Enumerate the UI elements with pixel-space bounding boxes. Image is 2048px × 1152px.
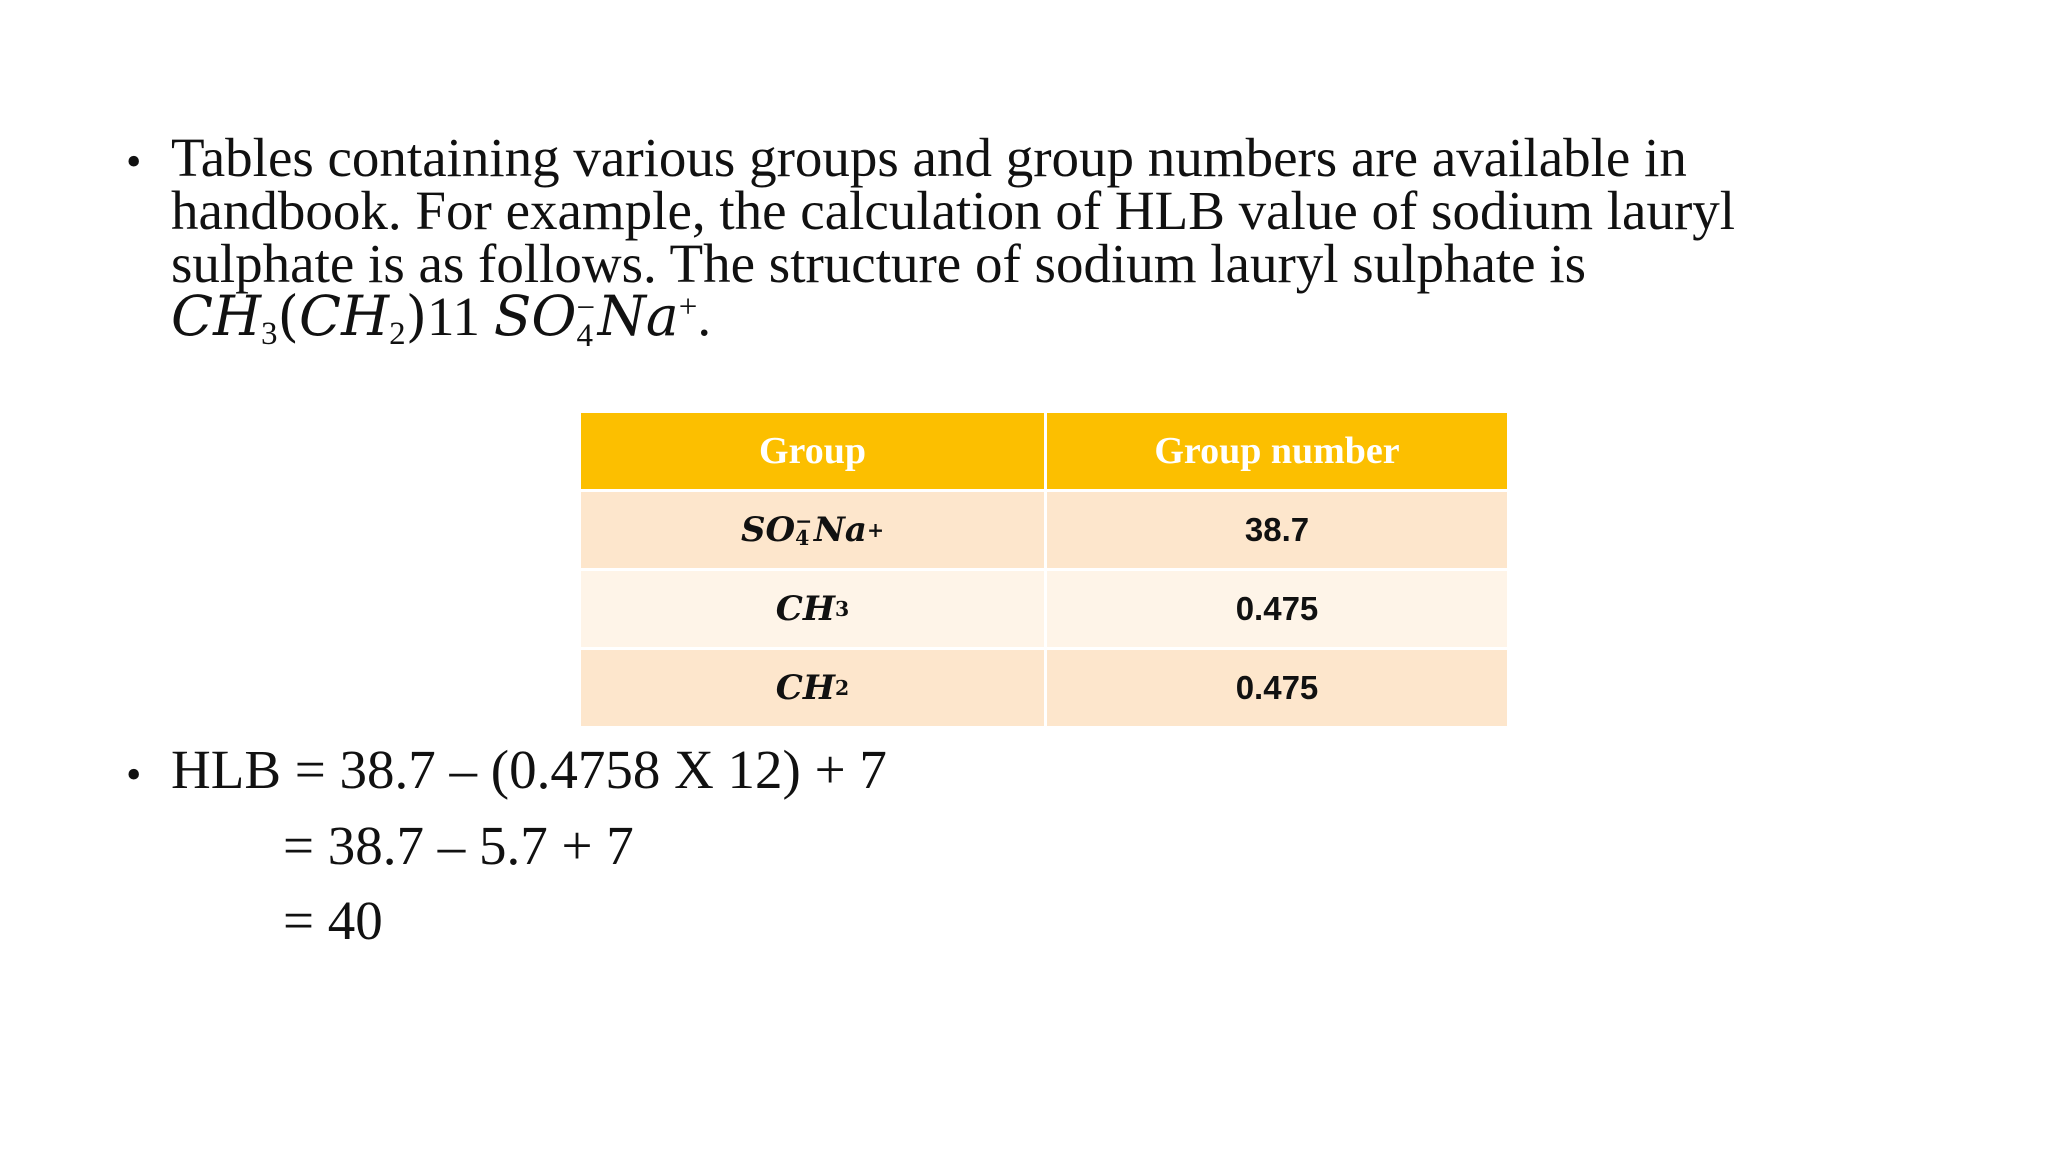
table-row bbox=[581, 650, 1509, 726]
formula-sub-2: 2 bbox=[389, 316, 406, 353]
formula-charge-plus: + bbox=[678, 288, 698, 325]
header-group: Group bbox=[581, 413, 1044, 489]
group-na: Na bbox=[813, 510, 867, 550]
group-ch3-base: CH bbox=[775, 589, 835, 629]
formula-ch: CH bbox=[171, 284, 262, 348]
formula-sub-3: 3 bbox=[261, 316, 278, 353]
hlb-line-1: HLB = 38.7 – (0.4758 X 12) + 7 bbox=[171, 739, 887, 800]
group-so: SO bbox=[740, 510, 796, 550]
value-cell-ch2: 0.475 bbox=[1044, 650, 1507, 726]
formula-ch2: CH bbox=[299, 284, 390, 348]
formula-na: Na bbox=[597, 284, 679, 348]
table-header-row bbox=[581, 413, 1509, 492]
formula-close-paren: ) bbox=[405, 284, 428, 348]
intro-paragraph bbox=[171, 127, 1771, 355]
bullet-2: • bbox=[126, 750, 142, 799]
value-cell-so4na: 38.7 bbox=[1044, 492, 1507, 568]
hlb-line-3: = 40 bbox=[283, 890, 383, 951]
group-cell-ch3: CH 3 bbox=[581, 571, 1044, 647]
formula-period: . bbox=[697, 286, 712, 347]
group-cell-so4na: SO − 4 Na + bbox=[581, 492, 1044, 568]
formula-eleven: 11 bbox=[427, 286, 480, 347]
group-cell-ch2: CH 2 bbox=[581, 650, 1044, 726]
formula-open-paren: ( bbox=[277, 284, 300, 348]
formula-charge-minus: − bbox=[576, 290, 596, 327]
header-group-number: Group number bbox=[1044, 413, 1507, 489]
bullet-1: • bbox=[126, 137, 142, 186]
formula-so: SO bbox=[493, 284, 577, 348]
group-so4-sub: 4 bbox=[795, 526, 810, 550]
formula-sub-4: 4 bbox=[576, 318, 594, 355]
intro-line-1: Tables containing various groups and group numbers are available in bbox=[171, 127, 1687, 188]
formula-so4-scripts bbox=[576, 290, 596, 355]
value-cell-ch3: 0.475 bbox=[1044, 571, 1507, 647]
group-so4-minus: − bbox=[795, 508, 813, 533]
group-number-table bbox=[581, 413, 1509, 726]
structure-formula bbox=[171, 284, 1771, 355]
group-ch2-base: CH bbox=[775, 668, 835, 708]
table-row bbox=[581, 492, 1509, 571]
hlb-line-2: = 38.7 – 5.7 + 7 bbox=[283, 815, 634, 876]
intro-line-3: sulphate is as follows. The structure of sodium lauryl sulphate is bbox=[171, 233, 1587, 294]
intro-line-2: handbook. For example, the calculation of HLB value of sodium lauryl bbox=[171, 180, 1736, 241]
table-row bbox=[581, 571, 1509, 650]
group-so4-scripts bbox=[795, 508, 813, 550]
